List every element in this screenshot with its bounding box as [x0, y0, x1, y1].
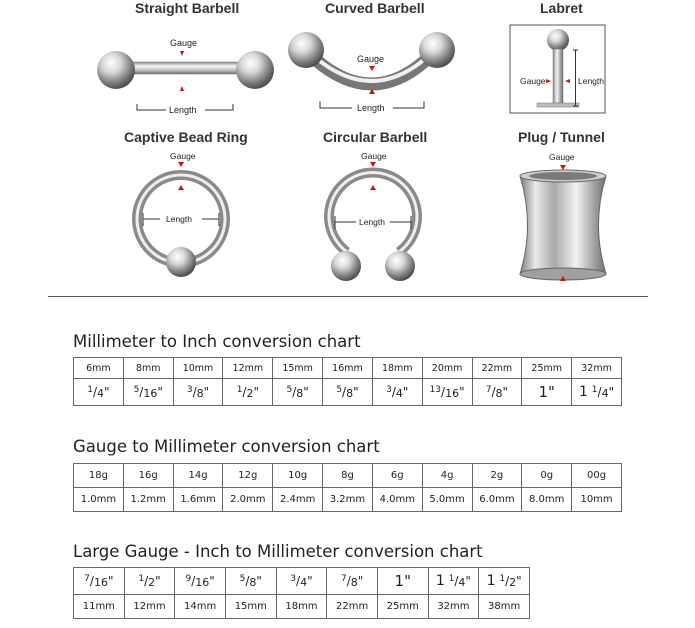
curved-barbell-length-label: Length: [357, 103, 385, 113]
inch-row: [74, 568, 530, 595]
labret-length-label: Length: [578, 76, 604, 86]
inch-cell: $^3/_4$": [276, 568, 327, 595]
circular-barbell-length-label: Length: [359, 217, 385, 227]
inch-cell: 1 $^1/_4$": [572, 379, 622, 406]
plug-tunnel-image: [0, 0, 695, 300]
inch-cell: $^{13}/_{16}$": [422, 379, 472, 406]
mm-cell: 32mm: [572, 358, 622, 379]
inch-cell: $^1/_4$": [74, 379, 124, 406]
mm-cell: 12mm: [124, 595, 175, 619]
inch-cell: 1": [522, 379, 572, 406]
mm-cell: 12mm: [223, 358, 273, 379]
mm-cell: 22mm: [472, 358, 522, 379]
mm-cell: 22mm: [327, 595, 378, 619]
curved-barbell-gauge-label: Gauge: [357, 54, 385, 64]
straight-barbell-length-label: Length: [169, 105, 197, 115]
mm-to-inch-table: [73, 357, 622, 406]
inch-cell: $^7/_8$": [327, 568, 378, 595]
gauge-cell: 4g: [422, 464, 472, 488]
inch-cell: 1 $^1/_4$": [428, 568, 479, 595]
captive-bead-ring-gauge-label: Gauge: [170, 151, 196, 161]
mm-cell: 5.0mm: [422, 488, 472, 512]
mm-cell: 25mm: [377, 595, 428, 619]
gauge-cell: 10g: [273, 464, 323, 488]
plug-tunnel-title: Plug / Tunnel: [518, 129, 605, 145]
large-gauge-table: [73, 567, 530, 619]
captive-bead-ring-length-label: Length: [166, 214, 192, 224]
inch-cell: $^5/_8$": [225, 568, 276, 595]
gauge-cell: 2g: [472, 464, 522, 488]
gauge-arrow-down-icon: [560, 165, 566, 170]
gauge-cell: 00g: [572, 464, 622, 488]
inch-cell: 1": [377, 568, 428, 595]
inch-cell: $^7/_8$": [472, 379, 522, 406]
gauge-cell: 12g: [223, 464, 273, 488]
mm-cell: 3.2mm: [323, 488, 373, 512]
mm-cell: 11mm: [74, 595, 125, 619]
mm-cell: 16mm: [323, 358, 373, 379]
mm-cell: 1.0mm: [74, 488, 124, 512]
inch-cell: $^7/_{16}$": [74, 568, 125, 595]
inch-cell: $^3/_8$": [173, 379, 223, 406]
mm-cell: 10mm: [173, 358, 223, 379]
mm-cell: 6.0mm: [472, 488, 522, 512]
mm-cell: 38mm: [479, 595, 530, 619]
mm-cell: 6mm: [74, 358, 124, 379]
mm-cell: 14mm: [175, 595, 226, 619]
mm-cell: 15mm: [273, 358, 323, 379]
section-divider: [48, 296, 648, 297]
mm-cell: 15mm: [225, 595, 276, 619]
gauge-cell: 8g: [323, 464, 373, 488]
mm-cell: 32mm: [428, 595, 479, 619]
mm-cell: 20mm: [422, 358, 472, 379]
mm-cell: 2.4mm: [273, 488, 323, 512]
mm-cell: 25mm: [522, 358, 572, 379]
mm-cell: 1.2mm: [123, 488, 173, 512]
labret-title: Labret: [540, 0, 583, 16]
inch-row: [74, 379, 622, 406]
gauge-cell: 18g: [74, 464, 124, 488]
inch-cell: $^5/_8$": [273, 379, 323, 406]
inch-cell: $^5/_8$": [323, 379, 373, 406]
gauge-cell: 16g: [123, 464, 173, 488]
mm-cell: 1.6mm: [173, 488, 223, 512]
mm-cell: 18mm: [276, 595, 327, 619]
mm-row: [74, 358, 622, 379]
plug-tunnel-gauge-label: Gauge: [549, 152, 575, 162]
mm-to-inch-title: Millimeter to Inch conversion chart: [73, 332, 361, 351]
straight-barbell-title: Straight Barbell: [135, 0, 240, 16]
mm-cell: 18mm: [372, 358, 422, 379]
gauge-cell: 14g: [173, 464, 223, 488]
gauge-to-mm-title: Gauge to Millimeter conversion chart: [73, 437, 380, 456]
gauge-cell: 6g: [372, 464, 422, 488]
inch-cell: $^5/_{16}$": [123, 379, 173, 406]
gauge-row: [74, 464, 622, 488]
mm-cell: 4.0mm: [372, 488, 422, 512]
inch-cell: 1 $^1/_2$": [479, 568, 530, 595]
inch-cell: $^1/_2$": [223, 379, 273, 406]
straight-barbell-gauge-label: Gauge: [170, 38, 198, 48]
circular-barbell-title: Circular Barbell: [323, 129, 428, 145]
gauge-cell: 0g: [522, 464, 572, 488]
labret-gauge-label: Gauge: [520, 76, 546, 86]
mm-cell: 8mm: [123, 358, 173, 379]
mm-row: [74, 595, 530, 619]
mm-cell: 2.0mm: [223, 488, 273, 512]
mm-cell: 8.0mm: [522, 488, 572, 512]
captive-bead-ring-title: Captive Bead Ring: [124, 129, 248, 145]
inch-cell: $^3/_4$": [372, 379, 422, 406]
gauge-to-mm-table: [73, 463, 622, 512]
inch-cell: $^1/_2$": [124, 568, 175, 595]
mm-cell: 10mm: [572, 488, 622, 512]
large-gauge-title: Large Gauge - Inch to Millimeter conversion chart: [73, 542, 483, 561]
mm-row: [74, 488, 622, 512]
circular-barbell-gauge-label: Gauge: [361, 151, 387, 161]
curved-barbell-title: Curved Barbell: [325, 0, 425, 16]
inch-cell: $^9/_{16}$": [175, 568, 226, 595]
